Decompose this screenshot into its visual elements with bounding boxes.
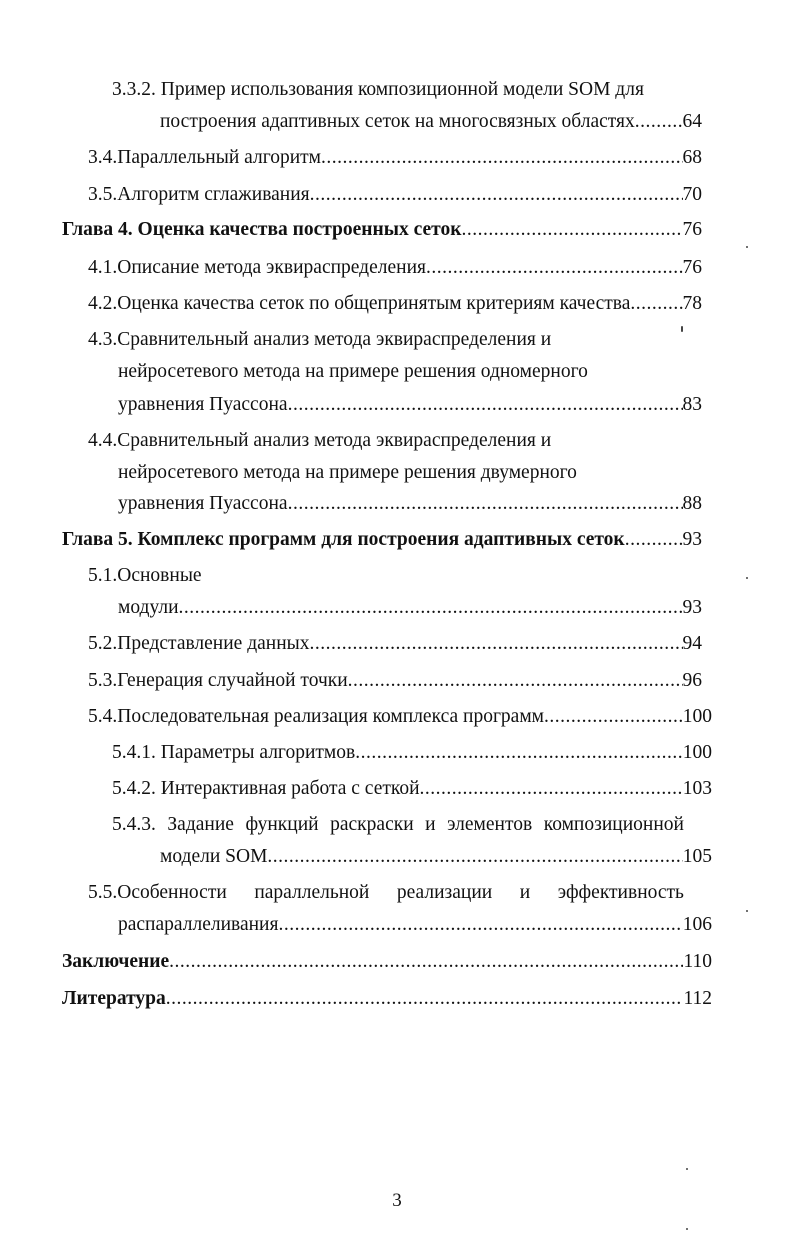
toc-page-number: 93 (682, 529, 702, 550)
toc-word: эффективность (557, 882, 684, 903)
toc-leader-dots (166, 987, 684, 1011)
toc-word: 5.4.3. (112, 814, 156, 835)
toc-leader-dots (310, 632, 683, 656)
toc-entry-4-3-line1: 4.3.Сравнительный анализ метода эквираспределения и (88, 329, 552, 350)
scan-speck (686, 1168, 688, 1170)
toc-page-number: 83 (682, 394, 702, 415)
toc-entry-text: 4.1.Описание метода эквираспределения (88, 257, 426, 278)
toc-entry-3-5[interactable] (88, 183, 702, 207)
toc-leader-dots (267, 845, 682, 869)
toc-word: функций (245, 814, 319, 835)
toc-entry-text: уравнения Пуассона (118, 394, 288, 415)
toc-entry-text: 5.2.Представление данных (88, 633, 310, 654)
toc-entry-text: Заключение (62, 951, 170, 972)
toc-leader-dots (310, 183, 683, 207)
toc-entry-text: построения адаптивных сеток на многосвязных областях (160, 111, 635, 132)
toc-leader-dots (179, 596, 683, 620)
toc-entry-text: 5.4.2. Интерактивная работа с сеткой (112, 778, 420, 799)
scan-speck (746, 577, 748, 579)
toc-word: и (519, 882, 531, 903)
toc-page-number: 94 (682, 633, 702, 654)
toc-page-number: 96 (682, 670, 702, 691)
toc-entry-5-4[interactable] (88, 705, 712, 729)
toc-leader-dots (169, 950, 683, 974)
toc-entry-4-3[interactable] (118, 393, 702, 417)
toc-entry-4-4-line1: 4.4.Сравнительный анализ метода эквираспределения и (88, 430, 552, 451)
toc-literature[interactable] (62, 987, 712, 1011)
toc-entry-4-1[interactable] (88, 256, 702, 280)
toc-leader-dots (321, 146, 682, 170)
toc-entry-4-4[interactable] (118, 492, 702, 516)
toc-page-number: 68 (682, 147, 702, 168)
toc-entry-5-4-3[interactable] (160, 845, 712, 869)
toc-entry-text: уравнения Пуассона (118, 493, 288, 514)
toc-page-number: 105 (682, 846, 712, 867)
toc-entry-3-4[interactable] (88, 146, 702, 170)
toc-entry-5-1-line1: 5.1.Основные (88, 565, 202, 586)
toc-leader-dots (420, 777, 683, 801)
scan-speck (746, 246, 748, 248)
toc-leader-dots (635, 110, 683, 134)
toc-entry-text: модели SOM (160, 846, 268, 867)
toc-page-number: 106 (682, 914, 712, 935)
toc-leader-dots (278, 913, 682, 937)
toc-word: раскраски (330, 814, 414, 835)
toc-word: 5.5.Особенности (88, 882, 227, 903)
toc-leader-dots (288, 393, 683, 417)
toc-entry-text: Глава 5. Комплекс программ для построения адаптивных сеток (62, 529, 625, 550)
toc-entry-5-4-3-line1 (112, 813, 684, 837)
toc-entry-5-4-2[interactable] (112, 777, 712, 801)
toc-entry-5-2[interactable] (88, 632, 702, 656)
toc-page-number: 112 (683, 988, 712, 1009)
toc-leader-dots (348, 669, 683, 693)
toc-chapter-5[interactable] (62, 528, 702, 552)
toc-page-number: 78 (682, 293, 702, 314)
scan-speck (686, 1228, 688, 1230)
toc-entry-text: Глава 4. Оценка качества построенных сеток (62, 219, 462, 240)
toc-leader-dots (288, 492, 683, 516)
toc-entry-text: распараллеливания (118, 914, 279, 935)
toc-chapter-4[interactable] (62, 218, 702, 242)
toc-page-number: 64 (682, 111, 702, 132)
toc-entry-text: Литература (62, 988, 166, 1009)
toc-leader-dots (544, 705, 683, 729)
toc-entry-3-3-2-line1: 3.3.2. Пример использования композиционной модели SOM для (112, 79, 644, 100)
toc-entry-text: 3.5.Алгоритм сглаживания (88, 184, 310, 205)
toc-leader-dots (630, 292, 682, 316)
toc-word: параллельной (254, 882, 370, 903)
toc-word: элементов (447, 814, 533, 835)
toc-entry-5-3[interactable] (88, 669, 702, 693)
toc-entry-text: 3.4.Параллельный алгоритм (88, 147, 322, 168)
toc-entry-5-1[interactable] (118, 596, 702, 620)
toc-page-number: 88 (682, 493, 702, 514)
toc-entry-text: модули (118, 597, 179, 618)
toc-leader-dots (625, 528, 683, 552)
toc-entry-4-4-line2: нейросетевого метода на примере решения двумерного (118, 462, 577, 483)
toc-entry-4-3-line2: нейросетевого метода на примере решения одномерного (118, 361, 588, 382)
toc-page-number: 76 (682, 219, 702, 240)
toc-page-number: 103 (682, 778, 712, 799)
toc-entry-5-5-line1 (88, 881, 684, 905)
toc-entry-text: 5.4.1. Параметры алгоритмов (112, 742, 356, 763)
toc-leader-dots (355, 741, 683, 765)
toc-word: и (425, 814, 436, 835)
toc-page-number: 93 (682, 597, 702, 618)
toc-word: Задание (167, 814, 234, 835)
toc-entry-4-2[interactable] (88, 292, 702, 316)
toc-entry-5-5[interactable] (118, 913, 712, 937)
page-number: 3 (392, 1190, 402, 1211)
toc-page-number: 76 (682, 257, 702, 278)
toc-word: реализации (396, 882, 493, 903)
toc-leader-dots (426, 256, 683, 280)
toc-entry-5-4-1[interactable] (112, 741, 712, 765)
toc-page-number: 110 (683, 951, 712, 972)
scan-speck (681, 326, 683, 332)
toc-entry-text: 5.4.Последовательная реализация комплекса программ (88, 706, 545, 727)
toc-entry-text: 5.3.Генерация случайной точки (88, 670, 348, 691)
toc-entry-text: 4.2.Оценка качества сеток по общепринятым критериям качества (88, 293, 631, 314)
scan-speck (746, 910, 748, 912)
toc-conclusion[interactable] (62, 950, 712, 974)
toc-leader-dots (461, 218, 682, 242)
toc-page-number: 100 (682, 742, 712, 763)
toc-page-number: 70 (682, 184, 702, 205)
toc-word: композиционной (543, 814, 684, 835)
toc-page-number: 100 (682, 706, 712, 727)
toc-entry-3-3-2[interactable] (160, 110, 702, 134)
